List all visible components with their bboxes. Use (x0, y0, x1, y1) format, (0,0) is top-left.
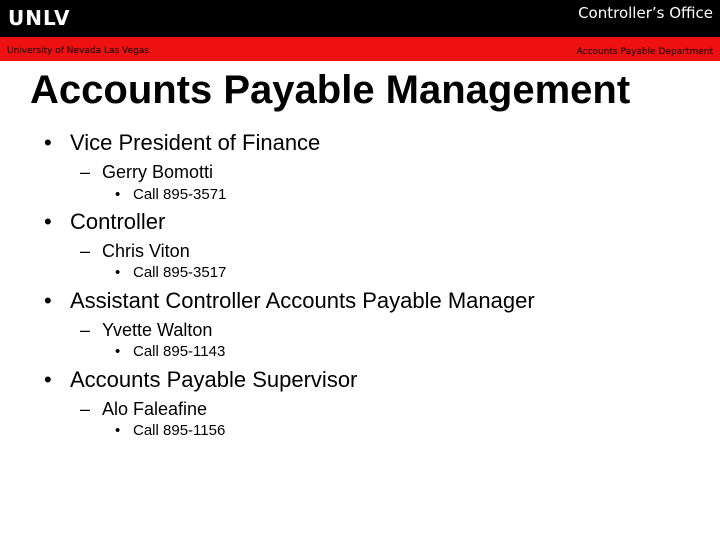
role-label: Assistant Controller Accounts Payable Manager (70, 288, 535, 313)
dash-icon: – (80, 241, 91, 261)
list-item (44, 209, 165, 235)
list-item (80, 398, 207, 420)
office-name: Controller’s Office (578, 4, 713, 22)
list-item (44, 367, 357, 393)
list-item (80, 161, 213, 183)
list-item (115, 343, 225, 361)
phone-number: Call 895-3517 (133, 264, 227, 281)
list-item (115, 186, 226, 204)
university-name: University of Nevada Las Vegas (7, 46, 149, 56)
department-name: Accounts Payable Department (576, 47, 713, 57)
dash-icon: – (80, 399, 91, 419)
unlv-logo: UNLV (8, 6, 71, 30)
bullet-icon: • (44, 288, 52, 313)
person-name: Yvette Walton (102, 320, 213, 340)
bullet-icon: • (115, 186, 121, 203)
header-bar (0, 0, 720, 37)
dash-icon: – (80, 320, 91, 340)
role-label: Vice President of Finance (70, 130, 321, 155)
page-title: Accounts Payable Management (30, 68, 631, 112)
phone-number: Call 895-3571 (133, 186, 227, 203)
list-item (80, 319, 212, 341)
list-item (115, 422, 225, 440)
bullet-icon: • (115, 264, 121, 281)
bullet-icon: • (115, 422, 121, 439)
list-item (115, 264, 226, 282)
list-item (80, 240, 190, 262)
phone-number: Call 895-1143 (133, 343, 226, 360)
phone-number: Call 895-1156 (133, 422, 226, 439)
person-name: Alo Faleafine (102, 399, 208, 419)
role-label: Controller (70, 209, 166, 234)
list-item (44, 288, 535, 314)
person-name: Chris Viton (102, 241, 190, 261)
bullet-icon: • (44, 130, 52, 155)
role-label: Accounts Payable Supervisor (70, 367, 358, 392)
bullet-icon: • (44, 209, 52, 234)
dash-icon: – (80, 162, 91, 182)
list-item (44, 130, 320, 156)
bullet-icon: • (115, 343, 121, 360)
person-name: Gerry Bomotti (102, 162, 214, 182)
bullet-icon: • (44, 367, 52, 392)
